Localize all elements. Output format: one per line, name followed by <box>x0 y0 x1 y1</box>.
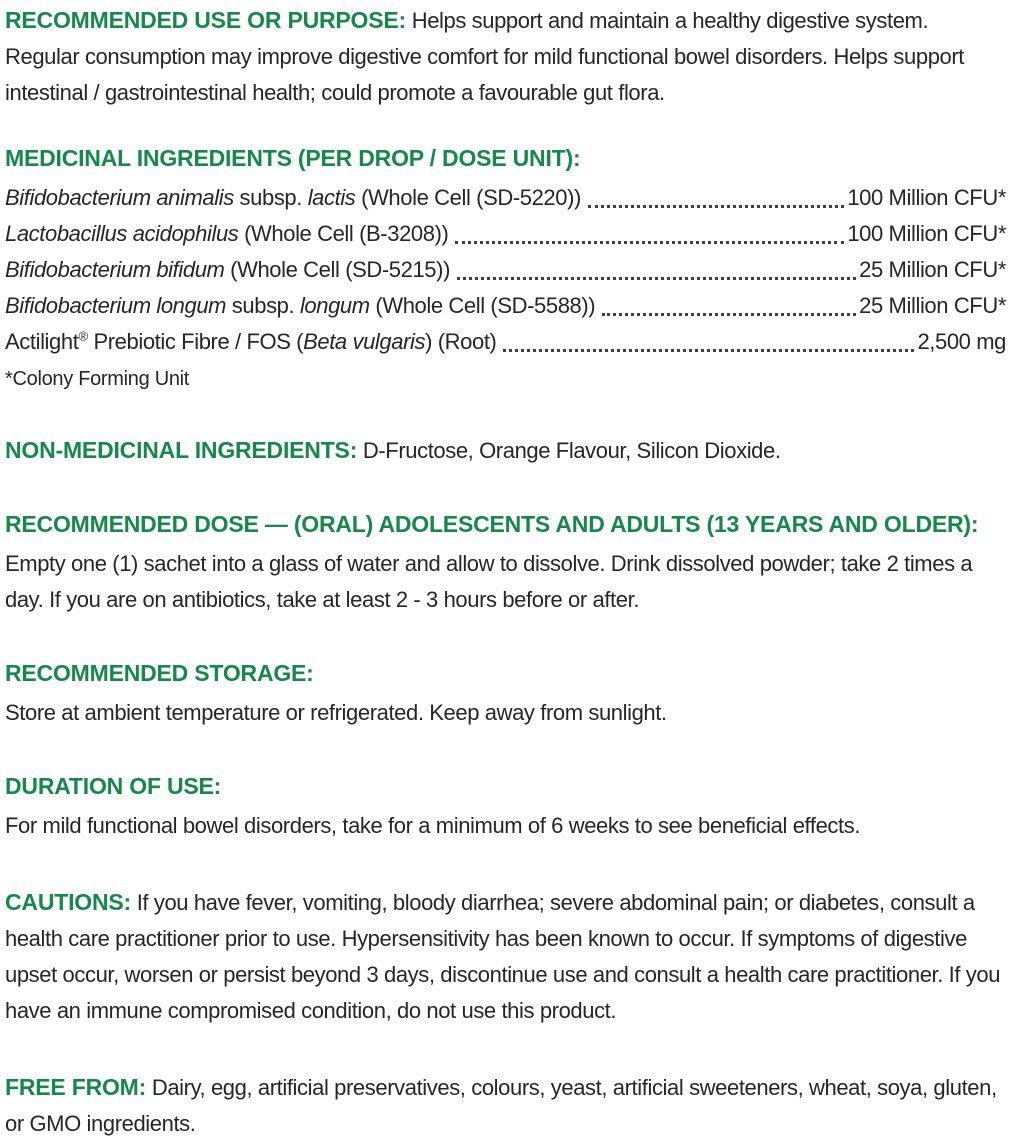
ingredient-row <box>5 216 1006 252</box>
non-medicinal-label: NON-MEDICINAL INGREDIENTS: <box>5 437 358 463</box>
recommended-use-paragraph <box>5 2 1006 111</box>
ingredient-amount: 100 Million CFU* <box>847 221 1006 246</box>
medicinal-ingredients-list <box>5 180 1006 360</box>
cautions-label: CAUTIONS: <box>5 889 131 915</box>
recommended-dose-text: Empty one (1) sachet into a glass of water and allow to dissolve. Drink dissolved powder; take 2 times a day. If you are on antibiotics, take at least 2 - 3 hours before or after. <box>5 551 973 612</box>
recommended-storage-text: Store at ambient temperature or refrigerated. Keep away from sunlight. <box>5 700 667 725</box>
product-label-panel <box>5 2 1006 1142</box>
medicinal-ingredients-section <box>5 143 1006 392</box>
recommended-use-text: Helps support and maintain a healthy digestive system. Regular consumption may improve digestive comfort for mild functional bowel disorders. Helps support intestinal / gastrointestinal health; could promote a favourable gut flora. <box>5 8 965 105</box>
free-from-label: FREE FROM: <box>5 1074 147 1100</box>
ingredient-name: Bifidobacterium longum subsp. longum (Whole Cell (SD-5588)) <box>5 293 596 318</box>
medicinal-ingredients-heading: MEDICINAL INGREDIENTS (PER DROP / DOSE UNIT): <box>5 145 581 171</box>
ingredient-name: Actilight® Prebiotic Fibre / FOS (Beta vulgaris) (Root) <box>5 328 497 354</box>
duration-of-use-text: For mild functional bowel disorders, take for a minimum of 6 weeks to see beneficial effects. <box>5 813 861 838</box>
ingredient-amount: 100 Million CFU* <box>847 185 1006 210</box>
cautions-paragraph <box>5 884 1006 1029</box>
recommended-use-label: RECOMMENDED USE OR PURPOSE: <box>5 7 406 33</box>
ingredient-name: Bifidobacterium bifidum (Whole Cell (SD-5215)) <box>5 257 450 282</box>
duration-of-use-section <box>5 771 1006 844</box>
ingredient-amount: 2,500 mg <box>917 329 1006 354</box>
dot-leader <box>602 313 856 316</box>
dot-leader <box>503 349 914 352</box>
ingredient-row <box>5 324 1006 360</box>
non-medicinal-text: D-Fructose, Orange Flavour, Silicon Dioxide. <box>362 438 781 463</box>
ingredient-name: Lactobacillus acidophilus (Whole Cell (B-3208)) <box>5 221 449 246</box>
recommended-dose-section <box>5 509 1006 618</box>
ingredient-amount: 25 Million CFU* <box>859 257 1006 282</box>
cautions-text: If you have fever, vomiting, bloody diarrhea; severe abdominal pain; or diabetes, consult a health care practitioner prior to use. Hypersensitivity has been known to occur. If symptoms of digestive upset occur, worsen or persist beyond 3 days, discontinue use and consult a health care practitioner. If you have an immune compromised condition, do not use this product. <box>5 890 1001 1023</box>
ingredient-row <box>5 252 1006 288</box>
recommended-storage-section <box>5 658 1006 731</box>
recommended-dose-heading: RECOMMENDED DOSE — (ORAL) ADOLESCENTS AND ADULTS (13 YEARS AND OLDER): <box>5 511 979 537</box>
dot-leader <box>588 205 844 208</box>
free-from-text: Dairy, egg, artificial preservatives, colours, yeast, artificial sweeteners, wheat, soya, gluten, or GMO ingredients. <box>5 1075 997 1136</box>
cfu-footnote: *Colony Forming Unit <box>5 368 190 390</box>
free-from-paragraph <box>5 1069 1006 1142</box>
dot-leader <box>455 241 844 244</box>
duration-of-use-heading: DURATION OF USE: <box>5 773 222 799</box>
ingredient-amount: 25 Million CFU* <box>859 293 1006 318</box>
ingredient-name: Bifidobacterium animalis subsp. lactis (Whole Cell (SD-5220)) <box>5 185 581 210</box>
non-medicinal-paragraph <box>5 432 1006 469</box>
dot-leader <box>457 277 856 280</box>
ingredient-row <box>5 288 1006 324</box>
recommended-storage-heading: RECOMMENDED STORAGE: <box>5 660 314 686</box>
ingredient-row <box>5 180 1006 216</box>
